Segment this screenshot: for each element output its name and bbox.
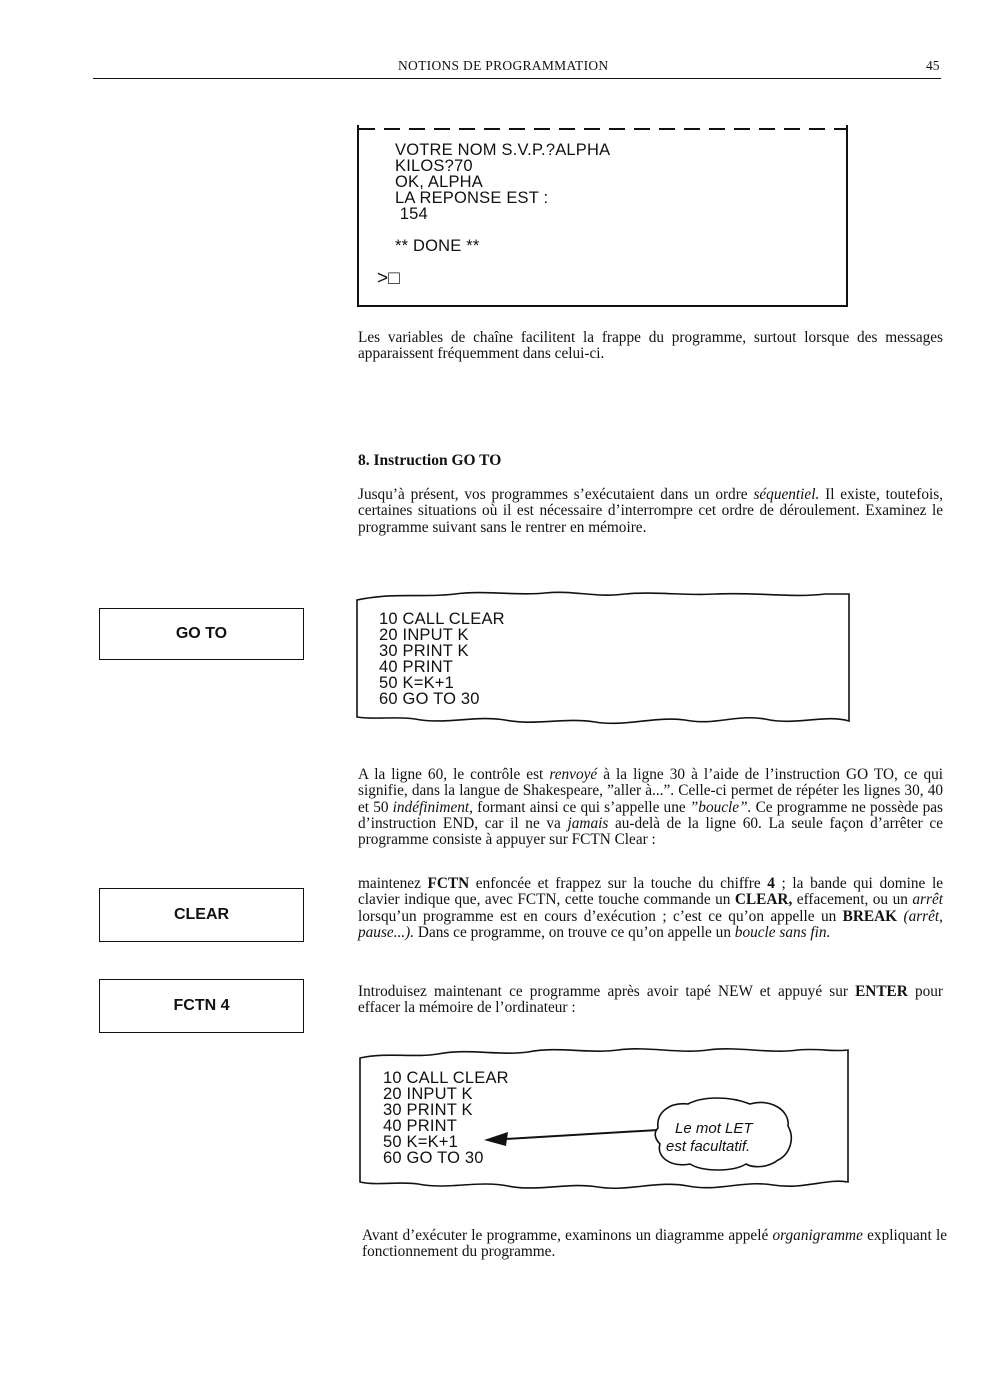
code-line: 60 GO TO 30 (383, 1149, 484, 1167)
screen-line: KILOS?70 (395, 157, 473, 175)
text-run: à la ligne 30 à l’aide de l’instruction GO TO, ce qui signifie, dans la langue de Shakespeare, ”aller à...”. Celle-ci permet de répéter les lignes 30, 40 et 50 (358, 766, 944, 816)
code-line: 60 GO TO 30 (379, 690, 480, 708)
text-run: effacement, ou un (792, 891, 913, 909)
prompt-cursor: >□ (377, 268, 400, 289)
emphasis: arrêt (912, 891, 943, 909)
code-line: 50 K=K+1 (383, 1133, 458, 1151)
paragraph-flowchart-intro (362, 1228, 947, 1261)
emphasis: (arrêt, pause...). (358, 907, 943, 941)
code-line: 40 PRINT (383, 1117, 458, 1135)
paragraph-goto-explanation (358, 767, 943, 848)
running-header-title: NOTIONS DE PROGRAMMATION (398, 58, 609, 73)
code-line: 30 PRINT K (379, 642, 469, 660)
text-run: au-delà de la ligne 60. La seule façon d’arrêter ce programme consiste à appuyer sur FCTN Clear : (358, 814, 943, 849)
screen-output-box (357, 125, 848, 307)
text-run: A la ligne 60, le contrôle est (358, 766, 550, 783)
text-run: expliquant le fonctionnement du programme. (362, 1227, 947, 1261)
screen-line: LA REPONSE EST : (395, 189, 549, 207)
code-line: 30 PRINT K (383, 1101, 473, 1119)
text-run: lorsqu’un programme est en cours d’exécution ; c’est ce qu’on appelle un (358, 907, 843, 925)
text-run: Dans ce programme, on trouve ce qu’on appelle un (414, 923, 735, 941)
balloon-text-line-2: est facultatif. (666, 1138, 751, 1155)
code-line: 10 CALL CLEAR (379, 610, 505, 628)
screen-line: 154 (395, 205, 428, 223)
text-run: Il existe, toutefois, certaines situations où il est nécessaire d’interrompre cet ordre de déroulement. Examinez le programme suivant sans le rentrer en mémoire. (358, 486, 943, 536)
strong: 4 (767, 875, 775, 892)
side-box-goto: GO TO (99, 608, 304, 660)
paragraph-sequential (358, 487, 943, 536)
text-run: formant ainsi ce qui s’appelle une (472, 798, 690, 816)
side-box-clear: CLEAR (99, 888, 304, 942)
screen-line: OK, ALPHA (395, 173, 484, 191)
emphasis: boucle sans fin. (734, 923, 831, 941)
screen-line: VOTRE NOM S.V.P.?ALPHA (395, 141, 611, 159)
emphasis: ”boucle”. (689, 798, 752, 816)
code-line: 50 K=K+1 (379, 674, 454, 692)
text-run: enfoncée et frappez sur la touche du chiffre (469, 875, 768, 892)
code-line: 40 PRINT (379, 658, 454, 676)
text-run: Avant d’exécuter le programme, examinons un diagramme appelé (362, 1227, 773, 1244)
header-rule (93, 78, 941, 79)
code-line: 20 INPUT K (379, 626, 469, 644)
page-number: 45 (926, 58, 940, 73)
emphasis: indéfiniment, (392, 798, 473, 816)
emphasis: organigramme (772, 1227, 863, 1244)
paragraph-introduce-program (358, 984, 943, 1017)
screen-line: ** DONE ** (395, 237, 480, 255)
text-run: Jusqu’à présent, vos programmes s’exécutaient dans un ordre (358, 486, 754, 503)
emphasis: jamais (567, 814, 609, 832)
emphasis-sequentiel: séquentiel. (753, 486, 820, 503)
strong: FCTN (427, 875, 470, 892)
strong: ENTER (855, 983, 908, 1000)
paragraph-fctn-break (358, 876, 943, 941)
text-run: Introduisez maintenant ce programme après avoir tapé NEW et appuyé sur (358, 983, 856, 1000)
strong: BREAK (842, 907, 898, 925)
code-line: 20 INPUT K (383, 1085, 473, 1103)
text-run: ; la bande qui domine le clavier indique que, avec FCTN, cette touche commande un (358, 875, 943, 909)
section-title: 8. Instruction GO TO (358, 452, 502, 469)
text-run: maintenez (358, 875, 428, 892)
strong: CLEAR, (734, 891, 793, 909)
code-line: 10 CALL CLEAR (383, 1069, 509, 1087)
balloon-text-line-1: Le mot LET (675, 1120, 753, 1137)
emphasis: renvoyé (549, 766, 598, 783)
side-box-fctn4: FCTN 4 (99, 979, 304, 1033)
text-run: pour effacer la mémoire de l’ordinateur : (358, 983, 943, 1017)
text-run: Ce programme ne possède pas d’instruction END, car il ne va (358, 798, 943, 832)
paragraph-string-variables: Les variables de chaîne facilitent la frappe du programme, surtout lorsque des messages apparaissent fréquemment dans celui-ci. (358, 329, 943, 363)
